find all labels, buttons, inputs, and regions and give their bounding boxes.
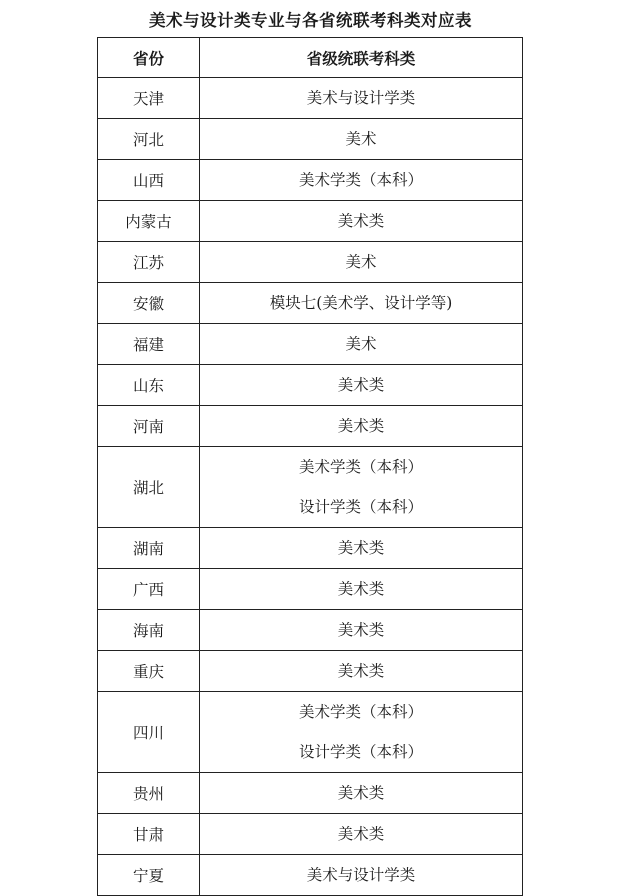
category-label: 美术类 — [337, 825, 385, 843]
table-row — [98, 528, 523, 569]
category-label: 美术类 — [337, 417, 385, 435]
table-row — [98, 201, 523, 242]
table-body — [98, 78, 523, 896]
table-row — [98, 160, 523, 201]
province-cell: 河北 — [98, 119, 200, 160]
table-row — [98, 692, 523, 773]
category-cell — [200, 692, 523, 773]
category-label: 美术类 — [337, 539, 385, 557]
table-row — [98, 814, 523, 855]
category-cell — [200, 201, 523, 242]
province-cell: 甘肃 — [98, 814, 200, 855]
category-cell — [200, 406, 523, 447]
category-label: 美术学类（本科） — [298, 171, 423, 189]
category-label: 美术学类（本科） — [298, 458, 423, 476]
province-cell: 宁夏 — [98, 855, 200, 896]
province-cell: 广西 — [98, 569, 200, 610]
table-row — [98, 406, 523, 447]
category-cell — [200, 773, 523, 814]
province-cell: 湖北 — [98, 447, 200, 528]
table-row — [98, 569, 523, 610]
table-row — [98, 365, 523, 406]
table-row — [98, 324, 523, 365]
category-cell — [200, 569, 523, 610]
category-cell — [200, 160, 523, 201]
category-cell — [200, 365, 523, 406]
category-label: 美术类 — [337, 376, 385, 394]
table-row — [98, 855, 523, 896]
header-province: 省份 — [98, 38, 200, 78]
category-cell — [200, 78, 523, 119]
category-label: 美术类 — [337, 621, 385, 639]
category-label: 模块七(美术学、设计学等) — [269, 294, 453, 312]
correspondence-table — [97, 37, 523, 896]
table-row — [98, 651, 523, 692]
province-cell: 江苏 — [98, 242, 200, 283]
category-label: 设计学类（本科） — [298, 743, 423, 761]
category-cell — [200, 855, 523, 896]
category-label: 美术 — [345, 253, 377, 271]
category-label: 美术 — [345, 335, 377, 353]
province-cell: 四川 — [98, 692, 200, 773]
province-cell: 山东 — [98, 365, 200, 406]
table-row — [98, 610, 523, 651]
category-label: 美术类 — [337, 580, 385, 598]
category-label: 美术类 — [337, 662, 385, 680]
province-cell: 天津 — [98, 78, 200, 119]
category-cell — [200, 242, 523, 283]
table-row — [98, 773, 523, 814]
province-cell: 内蒙古 — [98, 201, 200, 242]
province-cell: 重庆 — [98, 651, 200, 692]
province-cell: 湖南 — [98, 528, 200, 569]
category-cell — [200, 119, 523, 160]
province-cell: 安徽 — [98, 283, 200, 324]
table-row — [98, 119, 523, 160]
province-cell: 海南 — [98, 610, 200, 651]
page-title: 美术与设计类专业与各省统联考科类对应表 — [149, 11, 472, 30]
category-label: 美术学类（本科） — [298, 703, 423, 721]
category-label: 设计学类（本科） — [298, 498, 423, 516]
category-cell — [200, 610, 523, 651]
category-label: 美术与设计学类 — [306, 89, 416, 107]
category-cell — [200, 528, 523, 569]
header-row — [98, 38, 523, 78]
table-row — [98, 447, 523, 528]
category-cell — [200, 814, 523, 855]
category-label: 美术 — [345, 130, 377, 148]
category-label: 美术类 — [337, 212, 385, 230]
table-row — [98, 78, 523, 119]
category-cell — [200, 324, 523, 365]
province-cell: 山西 — [98, 160, 200, 201]
table-row — [98, 283, 523, 324]
category-cell — [200, 447, 523, 528]
province-cell: 贵州 — [98, 773, 200, 814]
province-cell: 福建 — [98, 324, 200, 365]
province-cell: 河南 — [98, 406, 200, 447]
category-cell — [200, 651, 523, 692]
table-row — [98, 242, 523, 283]
category-label: 美术类 — [337, 784, 385, 802]
category-cell — [200, 283, 523, 324]
category-label: 美术与设计学类 — [306, 866, 416, 884]
header-category: 省级统联考科类 — [200, 38, 523, 78]
